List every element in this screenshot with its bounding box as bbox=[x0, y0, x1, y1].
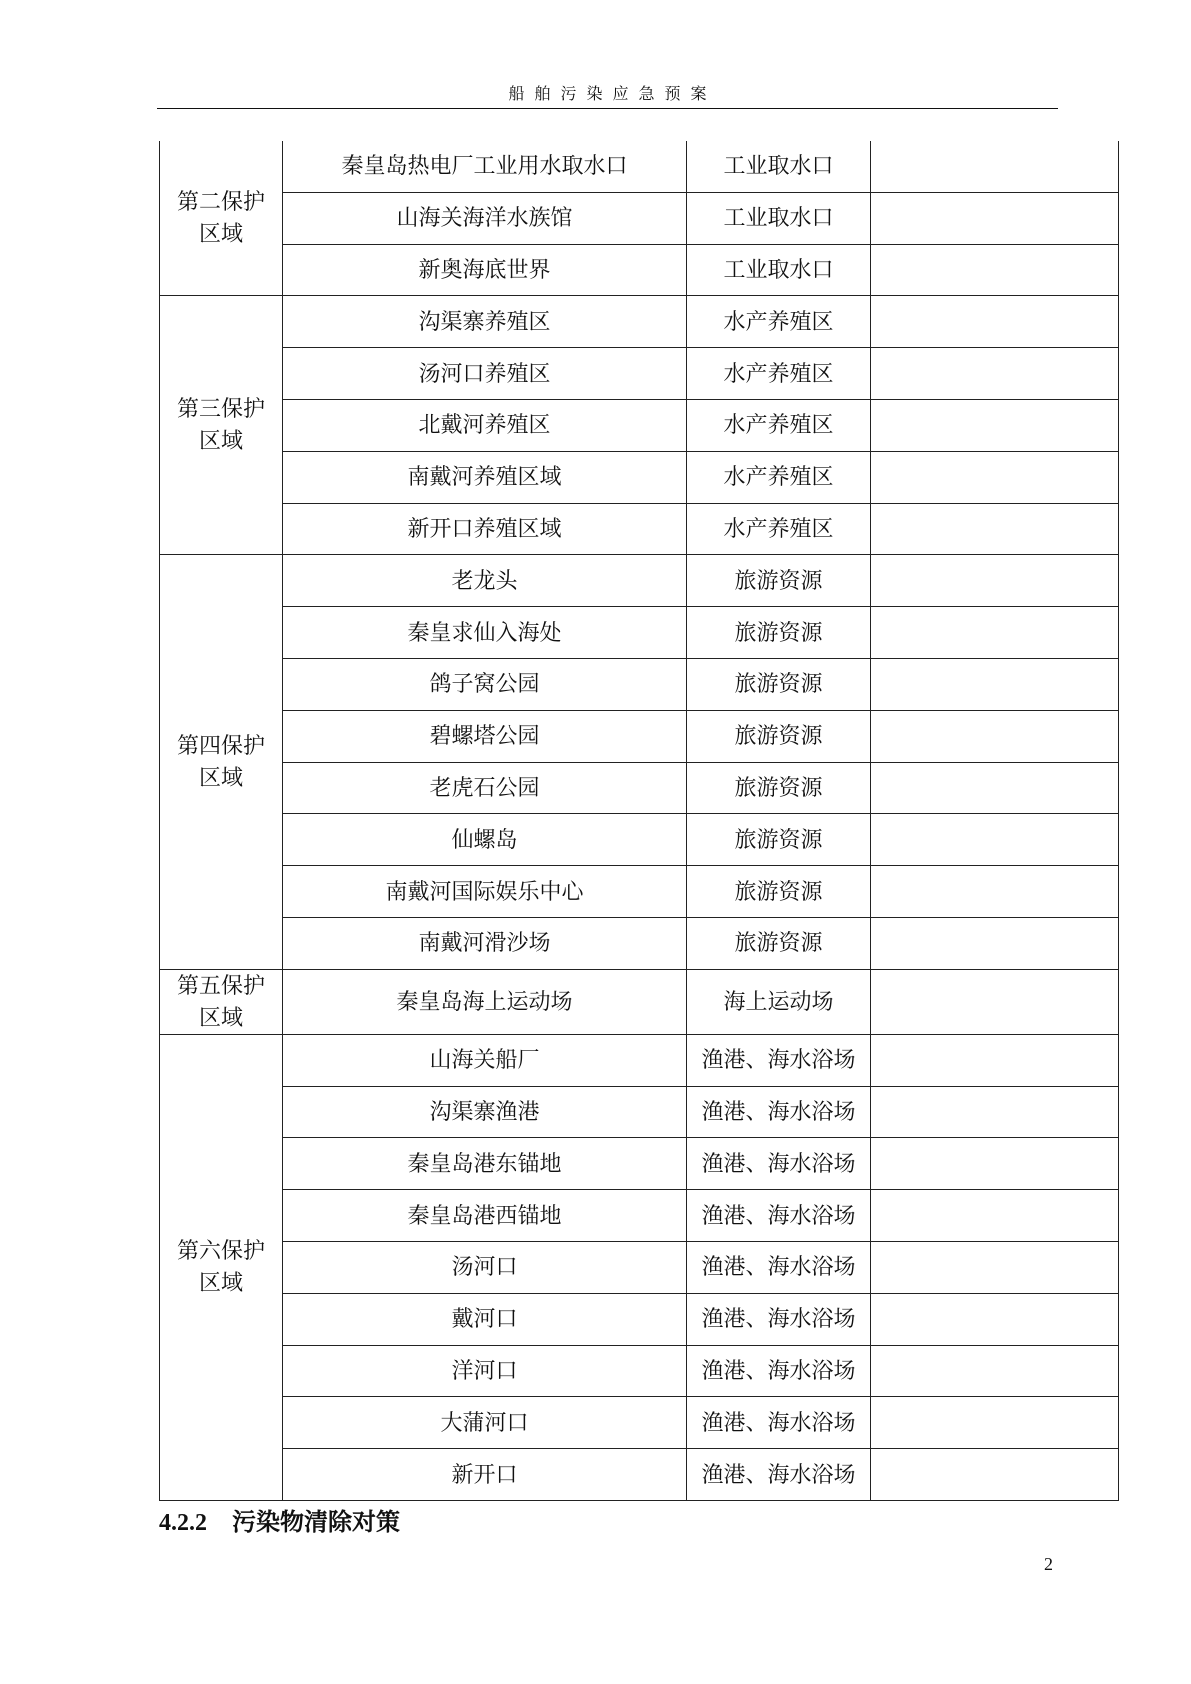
table-row bbox=[160, 1086, 1119, 1138]
remarks-cell bbox=[871, 1293, 1119, 1345]
site-name-cell: 南戴河国际娱乐中心 bbox=[283, 866, 687, 918]
remarks-cell bbox=[871, 1397, 1119, 1449]
remarks-cell bbox=[871, 451, 1119, 503]
section-title: 污染物清除对策 bbox=[232, 1510, 400, 1536]
table-row bbox=[160, 762, 1119, 814]
site-type-cell: 旅游资源 bbox=[687, 762, 871, 814]
site-type-cell: 旅游资源 bbox=[687, 607, 871, 659]
site-type-cell: 旅游资源 bbox=[687, 917, 871, 969]
table-row bbox=[160, 399, 1119, 451]
site-type-cell: 工业取水口 bbox=[687, 141, 871, 192]
site-type-cell: 渔港、海水浴场 bbox=[687, 1449, 871, 1501]
remarks-cell bbox=[871, 1190, 1119, 1242]
remarks-cell bbox=[871, 348, 1119, 400]
site-type-cell: 水产养殖区 bbox=[687, 296, 871, 348]
table-row bbox=[160, 1138, 1119, 1190]
table-row bbox=[160, 917, 1119, 969]
site-name-cell: 碧螺塔公园 bbox=[283, 710, 687, 762]
table-row bbox=[160, 866, 1119, 918]
table-row bbox=[160, 969, 1119, 1034]
site-name-cell: 南戴河养殖区域 bbox=[283, 451, 687, 503]
table-row bbox=[160, 658, 1119, 710]
site-type-cell: 工业取水口 bbox=[687, 192, 871, 244]
site-name-cell: 山海关海洋水族馆 bbox=[283, 192, 687, 244]
site-type-cell: 旅游资源 bbox=[687, 658, 871, 710]
remarks-cell bbox=[871, 710, 1119, 762]
remarks-cell bbox=[871, 762, 1119, 814]
site-name-cell: 秦皇求仙入海处 bbox=[283, 607, 687, 659]
remarks-cell bbox=[871, 555, 1119, 607]
remarks-cell bbox=[871, 814, 1119, 866]
remarks-cell bbox=[871, 866, 1119, 918]
site-name-cell: 新开口养殖区域 bbox=[283, 503, 687, 555]
site-type-cell: 渔港、海水浴场 bbox=[687, 1345, 871, 1397]
site-name-cell: 秦皇岛港东锚地 bbox=[283, 1138, 687, 1190]
table-row bbox=[160, 1293, 1119, 1345]
table-row bbox=[160, 1190, 1119, 1242]
table-row bbox=[160, 296, 1119, 348]
table-row bbox=[160, 1345, 1119, 1397]
remarks-cell bbox=[871, 192, 1119, 244]
section-label: 第四保护区域 bbox=[177, 733, 266, 791]
site-name-cell: 沟渠寨渔港 bbox=[283, 1086, 687, 1138]
section-label: 第二保护区域 bbox=[177, 189, 266, 247]
site-type-cell: 渔港、海水浴场 bbox=[687, 1086, 871, 1138]
remarks-cell bbox=[871, 503, 1119, 555]
remarks-cell bbox=[871, 658, 1119, 710]
table-row bbox=[160, 814, 1119, 866]
site-type-cell: 海上运动场 bbox=[687, 969, 871, 1034]
site-type-cell: 水产养殖区 bbox=[687, 503, 871, 555]
remarks-cell bbox=[871, 399, 1119, 451]
site-type-cell: 旅游资源 bbox=[687, 555, 871, 607]
section-number: 4.2.2 bbox=[159, 1510, 207, 1536]
site-name-cell: 新开口 bbox=[283, 1449, 687, 1501]
site-name-cell: 沟渠寨养殖区 bbox=[283, 296, 687, 348]
site-type-cell: 渔港、海水浴场 bbox=[687, 1034, 871, 1086]
section-label-cell bbox=[160, 141, 283, 296]
table-row bbox=[160, 1397, 1119, 1449]
remarks-cell bbox=[871, 141, 1119, 192]
section-label: 第六保护区域 bbox=[177, 1238, 266, 1296]
table-row bbox=[160, 710, 1119, 762]
site-name-cell: 大蒲河口 bbox=[283, 1397, 687, 1449]
running-header: 船舶污染应急预案 bbox=[508, 86, 717, 103]
site-name-cell: 老龙头 bbox=[283, 555, 687, 607]
section-heading bbox=[159, 1508, 400, 1538]
remarks-cell bbox=[871, 1086, 1119, 1138]
site-name-cell: 老虎石公园 bbox=[283, 762, 687, 814]
protected-area-table bbox=[159, 141, 1119, 1501]
site-type-cell: 水产养殖区 bbox=[687, 399, 871, 451]
site-name-cell: 新奥海底世界 bbox=[283, 244, 687, 296]
table-row bbox=[160, 348, 1119, 400]
site-name-cell: 山海关船厂 bbox=[283, 1034, 687, 1086]
site-name-cell: 洋河口 bbox=[283, 1345, 687, 1397]
site-type-cell: 渔港、海水浴场 bbox=[687, 1241, 871, 1293]
remarks-cell bbox=[871, 607, 1119, 659]
site-type-cell: 渔港、海水浴场 bbox=[687, 1190, 871, 1242]
remarks-cell bbox=[871, 244, 1119, 296]
section-label-cell bbox=[160, 555, 283, 969]
remarks-cell bbox=[871, 1345, 1119, 1397]
site-name-cell: 汤河口 bbox=[283, 1241, 687, 1293]
site-type-cell: 工业取水口 bbox=[687, 244, 871, 296]
section-label: 第三保护区域 bbox=[177, 396, 266, 454]
site-name-cell: 南戴河滑沙场 bbox=[283, 917, 687, 969]
remarks-cell bbox=[871, 1138, 1119, 1190]
site-type-cell: 水产养殖区 bbox=[687, 348, 871, 400]
remarks-cell bbox=[871, 1034, 1119, 1086]
remarks-cell bbox=[871, 969, 1119, 1034]
site-type-cell: 渔港、海水浴场 bbox=[687, 1138, 871, 1190]
section-label-cell bbox=[160, 969, 283, 1034]
site-name-cell: 秦皇岛热电厂工业用水取水口 bbox=[283, 141, 687, 192]
site-name-cell: 汤河口养殖区 bbox=[283, 348, 687, 400]
section-label-cell bbox=[160, 1034, 283, 1500]
remarks-cell bbox=[871, 1449, 1119, 1501]
remarks-cell bbox=[871, 917, 1119, 969]
table-row bbox=[160, 503, 1119, 555]
table-row bbox=[160, 244, 1119, 296]
site-name-cell: 秦皇岛港西锚地 bbox=[283, 1190, 687, 1242]
site-type-cell: 旅游资源 bbox=[687, 710, 871, 762]
table-row bbox=[160, 451, 1119, 503]
site-type-cell: 旅游资源 bbox=[687, 814, 871, 866]
site-name-cell: 仙螺岛 bbox=[283, 814, 687, 866]
page-number: 2 bbox=[1044, 1554, 1053, 1574]
table-row bbox=[160, 1034, 1119, 1086]
site-type-cell: 渔港、海水浴场 bbox=[687, 1397, 871, 1449]
site-name-cell: 戴河口 bbox=[283, 1293, 687, 1345]
site-name-cell: 秦皇岛海上运动场 bbox=[283, 969, 687, 1034]
header-rule bbox=[157, 108, 1058, 109]
section-label: 第五保护区域 bbox=[177, 972, 266, 1030]
site-type-cell: 水产养殖区 bbox=[687, 451, 871, 503]
remarks-cell bbox=[871, 296, 1119, 348]
site-type-cell: 渔港、海水浴场 bbox=[687, 1293, 871, 1345]
table-row bbox=[160, 1241, 1119, 1293]
site-name-cell: 鸽子窝公园 bbox=[283, 658, 687, 710]
section-label-cell bbox=[160, 296, 283, 555]
table-row bbox=[160, 607, 1119, 659]
table-row bbox=[160, 1449, 1119, 1501]
table-row bbox=[160, 141, 1119, 192]
site-name-cell: 北戴河养殖区 bbox=[283, 399, 687, 451]
table-row bbox=[160, 192, 1119, 244]
site-type-cell: 旅游资源 bbox=[687, 866, 871, 918]
table-row bbox=[160, 555, 1119, 607]
remarks-cell bbox=[871, 1241, 1119, 1293]
